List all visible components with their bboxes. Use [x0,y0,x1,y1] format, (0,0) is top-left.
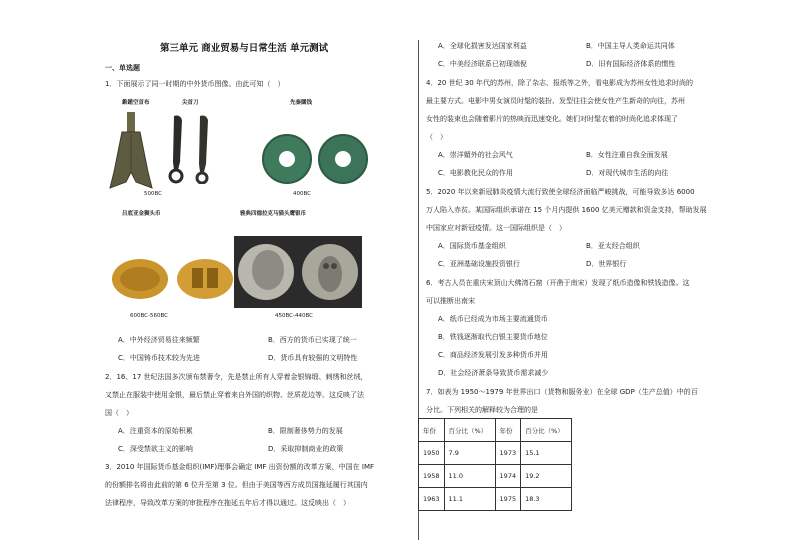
caption-round-coin: 先秦圜钱 [290,100,313,106]
caption-lydia-coin: 吕底亚金狮头币 [122,211,161,217]
table-cell: 15.1 [521,442,572,465]
q1-option-d[interactable]: D．货币具有较强的文明特性 [268,354,358,362]
q5-option-a[interactable]: A．国际货币基金组织 [438,242,506,250]
table-cell: 11.0 [444,465,495,488]
q6-option-b[interactable]: B．铁钱逐渐取代白银主要货币地位 [438,333,548,341]
section-heading: 一、单选题 [105,64,140,72]
athens-coin-image [234,236,362,308]
q4-line: （ ） [426,133,447,141]
caption-spade-coin: 錐鍇空首布 [122,100,150,106]
page-title: 第三单元 商业贸易与日常生活 单元测试 [160,43,329,54]
q4-line: 女性的装束也会随着影片的热映而迅速变化。她们对时髦衣着的时尚化追求体现了 [426,115,678,123]
q4-option-d[interactable]: D．对现代城市生活的向往 [586,169,669,177]
q3-line: 法律程序，导致改革方案的审批程序在拖延五年后才得以通过。这反映出（ ） [105,499,350,507]
knife-coin-image [164,112,224,184]
table-cell: 1950 [419,442,445,465]
table-cell: 1974 [495,465,521,488]
table-header: 百分比（%） [521,419,572,442]
caption-athens-coin: 雅典四德拉克马猫头鹰银币 [240,211,307,217]
q1-option-a[interactable]: A．中外经济贸易往来频繁 [118,336,200,344]
lydia-coin-image [110,256,236,302]
q3-option-b[interactable]: B．中国主导人类命运共同体 [586,42,675,50]
year-label: 400BC [293,191,312,197]
q4-line: 最主要方式。电影中男女演员时髦的装扮、发型往往会使女性产生新奇的向往，苏州 [426,97,685,105]
q3-option-c[interactable]: C．中美经济联系已初现端倪 [438,60,527,68]
table-header: 百分比（%） [444,419,495,442]
q5-option-c[interactable]: C．亚洲基础设施投资银行 [438,260,520,268]
q3-option-d[interactable]: D．旧有国际经济体系的惯性 [586,60,676,68]
q4-option-a[interactable]: A．崇洋媚外的社会风气 [438,151,513,159]
q2-option-d[interactable]: D．采取抑制商业的政策 [268,445,344,453]
table-header: 年份 [495,419,521,442]
table-row [419,442,572,465]
spade-coin-image [108,112,154,190]
table-header: 年份 [419,419,445,442]
table-cell: 7.9 [444,442,495,465]
q5-option-d[interactable]: D．世界银行 [586,260,627,268]
q2-line: 2．16、17 世纪法国多次颁布禁奢令，先是禁止所有人穿着金银锦缎、刺绣和丝绒， [105,373,368,381]
q3-option-a[interactable]: A．全球化损害发达国家利益 [438,42,527,50]
q4-option-c[interactable]: C．电影教化民众的作用 [438,169,513,177]
q3-line: 的份额排名将由此前的第 6 位升至第 3 位。但由于美国等西方成员国拖延履行其国内 [105,481,368,489]
q7-line: 7．如表为 1950～1979 年世界出口（货物和服务业）在全球 GDP（生产总值）中的百 [426,388,698,396]
q1-stem: 1．下面展示了同一时期的中外货币图像。由此可知（ ） [105,80,285,88]
q6-line: 可以推断出南宋 [426,297,475,305]
q1-option-c[interactable]: C．中国铸币技术较为先进 [118,354,200,362]
year-label: 600BC-560BC [130,313,169,319]
q4-line: 4．20 世纪 30 年代的苏州，除了杂志、报纸等之外，看电影成为苏州女性追求时尚的 [426,79,693,87]
q2-option-b[interactable]: B．限制奢侈势力的发展 [268,427,343,435]
year-label: 500BC [144,191,163,197]
round-coin-image [260,132,370,186]
q5-line: 万人陷入赤贫。某国际组织承诺在 15 个月内提供 1600 亿美元赠款和资金支持，帮助发展 [426,206,707,214]
table-cell: 1958 [419,465,445,488]
q6-option-d[interactable]: D．社会经济萧条导致货币需求减少 [438,369,549,377]
q5-option-b[interactable]: B．亚太经合组织 [586,242,640,250]
table-cell: 1973 [495,442,521,465]
table-header-row [419,419,572,442]
export-table [418,418,572,511]
q5-line: 中国家应对新冠疫情。这一国际组织是（ ） [426,224,566,232]
q5-line: 5．2020 年以来新冠肺炎疫情大流行致使全球经济面临严峻挑战，可能导致多达 6000 [426,188,695,196]
q7-line: 分比。下列相关的解释较为合理的是 [426,406,538,414]
q6-option-a[interactable]: A．纸币已经成为市场主要流通货币 [438,315,548,323]
q2-line: 国（ ） [105,409,133,417]
table-cell: 19.2 [521,465,572,488]
table-cell: 18.3 [521,488,572,511]
table-row [419,488,572,511]
q2-option-c[interactable]: C．深受禁欲主义的影响 [118,445,193,453]
year-label: 450BC-440BC [275,313,314,319]
q6-option-c[interactable]: C．商品经济发展引发多种货币并用 [438,351,548,359]
q1-option-b[interactable]: B．西方的货币已实现了统一 [268,336,357,344]
caption-knife-coin: 尖首刀 [182,100,199,106]
q4-option-b[interactable]: B．女性注重自我全面发展 [586,151,668,159]
q2-option-a[interactable]: A．注重资本的原始积累 [118,427,193,435]
table-row [419,465,572,488]
q3-line: 3．2010 年国际货币基金组织(IMF)理事会确定 IMF 出资份额的改革方案，中国在 IMF [105,463,375,471]
q6-line: 6．考古人员在重庆宋顶山大佛湾石窟（开凿于南宋）发现了纸币造像和铁钱造像。这 [426,279,690,287]
table-cell: 1975 [495,488,521,511]
q2-line: 又禁止在服装中使用金银，最后禁止穿着来自外国的织物、丝质花边等。这反映了法 [105,391,364,399]
table-cell: 1963 [419,488,445,511]
table-cell: 11.1 [444,488,495,511]
